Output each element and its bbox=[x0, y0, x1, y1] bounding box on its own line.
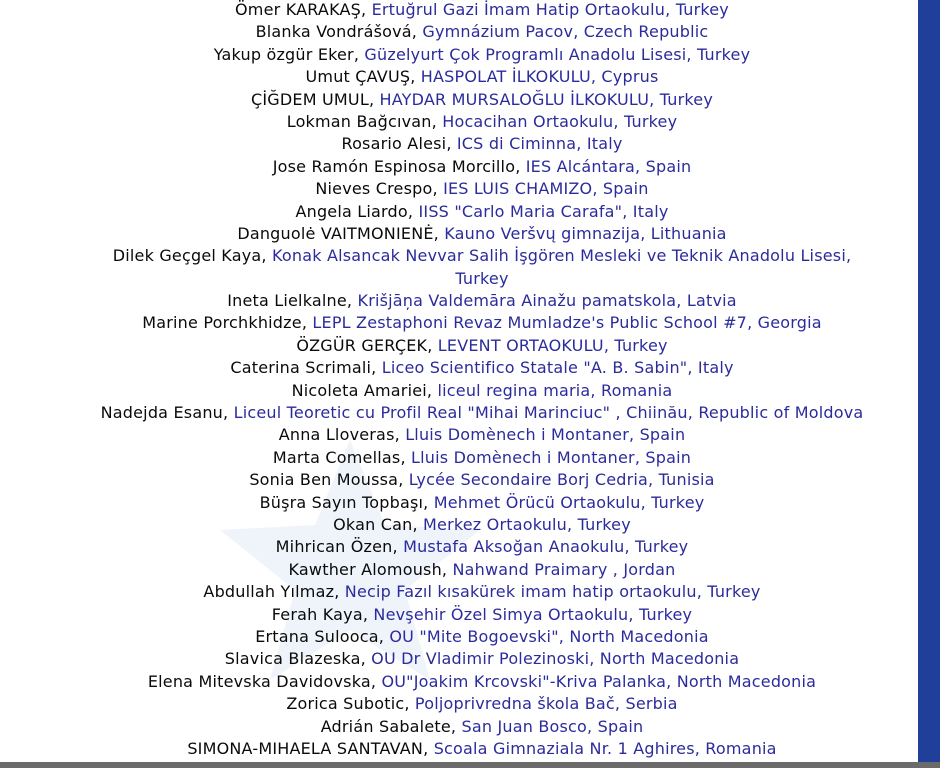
participant-school: Gymnázium Pacov, Czech Republic bbox=[422, 22, 709, 42]
participant-school: LEVENT ORTAOKULU, Turkey bbox=[437, 335, 668, 355]
participant-row bbox=[0, 514, 918, 536]
participant-name: Ertana Sulooca bbox=[255, 626, 379, 646]
separator-comma: , bbox=[433, 223, 445, 243]
participant-school: HAYDAR MURSALOĞLU İLKOKULU, Turkey bbox=[379, 89, 713, 109]
participant-school: Liceul Teoretic cu Profil Real "Mihai Marinciuc" , Chiinău, Republic of Moldova bbox=[233, 403, 864, 423]
participant-school: Hocacihan Ortaokulu, Turkey bbox=[442, 111, 678, 131]
participant-school: Merkez Ortaokulu, Turkey bbox=[423, 514, 631, 534]
participant-school: Kauno Veršvų gimnazija, Lithuania bbox=[444, 223, 727, 243]
separator-comma: , bbox=[515, 156, 526, 176]
participant-school: OU"Joakim Krcovski"-Kriva Palanka, North Macedonia bbox=[381, 671, 817, 691]
separator-comma: , bbox=[426, 380, 438, 400]
participant-row bbox=[0, 89, 918, 111]
separator-comma: , bbox=[370, 671, 382, 691]
participant-name: Okan Can bbox=[333, 514, 413, 534]
separator-comma: , bbox=[360, 649, 372, 669]
participant-row bbox=[0, 447, 918, 469]
participant-row bbox=[0, 671, 918, 693]
participant-school: Mustafa Aksoğan Anaokulu, Turkey bbox=[403, 537, 689, 557]
separator-comma: , bbox=[334, 582, 345, 602]
participant-row bbox=[0, 290, 918, 312]
participant-school: IES Alcántara, Spain bbox=[525, 156, 692, 176]
participant-row bbox=[0, 716, 918, 738]
participant-school: ICS di Ciminna, Italy bbox=[456, 134, 623, 154]
participant-name: Rosario Alesi bbox=[341, 134, 447, 154]
separator-comma: , bbox=[353, 44, 365, 64]
separator-comma: , bbox=[361, 0, 372, 19]
participant-name: Nieves Crespo bbox=[315, 179, 433, 199]
participant-name: Kawther Alomoush bbox=[288, 559, 442, 579]
separator-comma: , bbox=[441, 559, 453, 579]
participant-name: Abdullah Yılmaz bbox=[203, 582, 335, 602]
participant-school: IES LUIS CHAMIZO, Spain bbox=[443, 179, 649, 199]
participant-school: Scoala Gimnaziala Nr. 1 Aghires, Romania bbox=[433, 738, 777, 758]
participant-row bbox=[0, 156, 918, 178]
participant-name: Marta Comellas bbox=[272, 447, 401, 467]
participant-name: Adrián Sabalete bbox=[320, 716, 451, 736]
participant-school: Güzelyurt Çok Programlı Anadolu Lisesi, Turkey bbox=[364, 44, 751, 64]
separator-comma: , bbox=[368, 89, 380, 109]
participant-name: Anna Lloveras bbox=[278, 425, 395, 445]
participant-name: Yakup özgür Eker bbox=[213, 44, 354, 64]
participant-name: Ineta Lielkalne bbox=[227, 291, 347, 311]
separator-comma: , bbox=[412, 514, 424, 534]
participant-row bbox=[0, 536, 918, 558]
participant-row bbox=[0, 357, 918, 379]
participant-name: Nicoleta Amariei bbox=[291, 380, 427, 400]
participant-name: Umut ÇAVUŞ bbox=[305, 67, 411, 87]
participant-school: Lluis Domènech i Montaner, Spain bbox=[411, 447, 692, 467]
participant-name: Slavica Blazeska bbox=[224, 649, 361, 669]
participant-row bbox=[0, 201, 918, 223]
participant-row bbox=[0, 133, 918, 155]
participant-school: OU "Mite Bogoevski", North Macedonia bbox=[389, 626, 709, 646]
participant-row bbox=[0, 693, 918, 715]
participant-name: SIMONA-MIHAELA SANTAVAN bbox=[187, 738, 424, 758]
participant-row bbox=[0, 111, 918, 133]
participant-row bbox=[0, 66, 918, 88]
participant-row bbox=[0, 380, 918, 402]
participant-school: OU Dr Vladimir Polezinoski, North Macedonia bbox=[371, 649, 740, 669]
separator-comma: , bbox=[392, 537, 404, 557]
participant-name: Büşra Sayın Topbaşı bbox=[259, 492, 424, 512]
participant-row bbox=[0, 44, 918, 66]
separator-comma: , bbox=[404, 694, 415, 714]
separator-comma: , bbox=[223, 403, 234, 423]
separator-comma: , bbox=[423, 492, 434, 512]
separator-comma: , bbox=[394, 425, 406, 445]
participant-row bbox=[0, 402, 918, 424]
participant-name: Caterina Scrimali bbox=[230, 358, 372, 378]
participant-name: Dilek Geçgel Kaya bbox=[112, 246, 262, 266]
participant-row bbox=[0, 604, 918, 626]
participant-school: Lluis Domènech i Montaner, Spain bbox=[405, 425, 686, 445]
participant-row bbox=[0, 559, 918, 581]
participant-name: Danguolė VAITMONIENĖ bbox=[237, 223, 434, 243]
participant-name: Marine Porchkhidze bbox=[142, 313, 302, 333]
participant-name: Sonia Ben Moussa bbox=[249, 470, 399, 490]
participant-row bbox=[0, 492, 918, 514]
participant-name: Blanka Vondrášová bbox=[255, 22, 412, 42]
participant-row bbox=[0, 424, 918, 446]
bottom-border bbox=[0, 762, 940, 768]
separator-comma: , bbox=[407, 201, 419, 221]
participant-row bbox=[0, 626, 918, 648]
participant-school: Necip Fazıl kısakürek imam hatip ortaokulu, Turkey bbox=[344, 582, 761, 602]
separator-comma: , bbox=[378, 626, 390, 646]
participant-row bbox=[0, 268, 918, 290]
participant-row bbox=[0, 738, 918, 760]
separator-comma: , bbox=[423, 738, 434, 758]
participant-name: Lokman Bağcıvan bbox=[286, 111, 432, 131]
participant-school: Lycée Secondaire Borj Cedria, Tunisia bbox=[408, 470, 715, 490]
separator-comma: , bbox=[261, 246, 272, 266]
separator-comma: , bbox=[411, 22, 423, 42]
participant-row bbox=[0, 312, 918, 334]
participant-school: HASPOLAT İLKOKULU, Cyprus bbox=[420, 67, 659, 87]
participant-name: ÇİĞDEM UMUL bbox=[251, 89, 369, 109]
participant-name: Elena Mitevska Davidovska bbox=[147, 671, 371, 691]
participant-school: Turkey bbox=[455, 268, 509, 288]
separator-comma: , bbox=[427, 335, 438, 355]
participant-school: Poljoprivredna škola Bač, Serbia bbox=[414, 694, 678, 714]
participant-school: Ertuğrul Gazi İmam Hatip Ortaokulu, Turkey bbox=[371, 0, 729, 19]
participant-name: ÖZGÜR GERÇEK bbox=[296, 335, 428, 355]
separator-comma: , bbox=[346, 291, 358, 311]
separator-comma: , bbox=[362, 604, 374, 624]
participant-row bbox=[0, 21, 918, 43]
participant-name: Mihrican Özen bbox=[275, 537, 393, 557]
participant-row bbox=[0, 648, 918, 670]
separator-comma: , bbox=[400, 447, 412, 467]
participant-name: Ömer KARAKAŞ bbox=[235, 0, 361, 19]
separator-comma: , bbox=[432, 179, 444, 199]
participant-name: Zorica Subotic bbox=[286, 694, 405, 714]
participant-school: Liceo Scientifico Statale "A. B. Sabin", Italy bbox=[381, 358, 734, 378]
participant-school: LEPL Zestaphoni Revaz Mumladze's Public School #7, Georgia bbox=[312, 313, 822, 333]
participant-row bbox=[0, 0, 918, 21]
separator-comma: , bbox=[398, 470, 409, 490]
participant-school: liceul regina maria, Romania bbox=[437, 380, 673, 400]
right-blue-border bbox=[918, 0, 940, 762]
participant-row bbox=[0, 581, 918, 603]
participant-name: Jose Ramón Espinosa Morcillo bbox=[272, 156, 516, 176]
separator-comma: , bbox=[446, 134, 457, 154]
participant-school: Krišjāņa Valdemāra Ainažu pamatskola, Latvia bbox=[357, 291, 737, 311]
participant-row bbox=[0, 335, 918, 357]
separator-comma: , bbox=[431, 111, 443, 131]
participant-school: San Juan Bosco, Spain bbox=[461, 716, 644, 736]
participant-school: Konak Alsancak Nevvar Salih İşgören Mesleki ve Teknik Anadolu Lisesi, bbox=[271, 246, 852, 266]
participant-school: IISS "Carlo Maria Carafa", Italy bbox=[418, 201, 669, 221]
participant-row bbox=[0, 469, 918, 491]
participant-school: Nevşehir Özel Simya Ortaokulu, Turkey bbox=[373, 604, 693, 624]
participant-row bbox=[0, 178, 918, 200]
participant-name: Ferah Kaya bbox=[271, 604, 363, 624]
separator-comma: , bbox=[410, 67, 421, 87]
separator-comma: , bbox=[301, 313, 313, 333]
participant-row bbox=[0, 223, 918, 245]
participant-row bbox=[0, 245, 918, 267]
participant-name: Nadejda Esanu bbox=[100, 403, 224, 423]
participant-name: Angela Liardo bbox=[295, 201, 408, 221]
participant-school: Nahwand Praimary , Jordan bbox=[452, 559, 676, 579]
participant-school: Mehmet Örücü Ortaokulu, Turkey bbox=[433, 492, 705, 512]
separator-comma: , bbox=[371, 358, 382, 378]
separator-comma: , bbox=[450, 716, 462, 736]
